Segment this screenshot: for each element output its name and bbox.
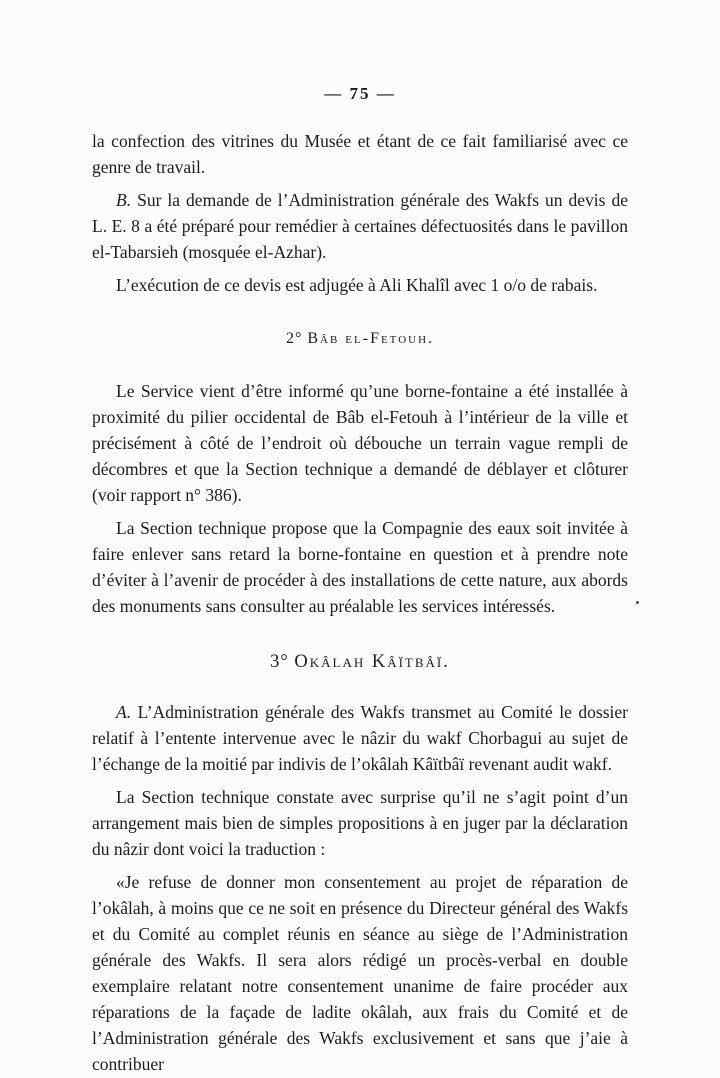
paragraph-item-b bbox=[92, 187, 628, 265]
section-number: 3° bbox=[270, 652, 289, 672]
item-letter-b: B. bbox=[116, 190, 132, 210]
paragraph-section-technique-constate bbox=[92, 784, 628, 862]
paragraph-continuation bbox=[92, 128, 628, 180]
paragraph-text: L’exécution de ce devis est adjugée à Ali Khalîl avec 1 o/o de rabais. bbox=[116, 275, 598, 295]
scan-artifact-dot bbox=[636, 601, 639, 604]
section-title: Bâb el-Fetouh. bbox=[307, 330, 435, 347]
page-text bbox=[92, 128, 628, 1077]
section-title: Okâlah Kâïtbâï. bbox=[294, 652, 450, 672]
paragraph-borne-fontaine bbox=[92, 378, 628, 508]
paragraph-text: L’Administration générale des Wakfs transmet au Comité le dossier relatif à l’entente intervenue avec le nâzir du wakf Chorbagui au sujet de l’échange de la moitié par indivis de l’okâlah Kâïtbâï revenant audit wakf. bbox=[92, 702, 628, 774]
item-letter-a: A. bbox=[116, 702, 132, 722]
paragraph-text: Le Service vient d’être informé qu’une borne-fontaine a été installée à proximité du pilier occidental de Bâb el-Fetouh à l’intérieur de la ville et précisément à côté de l’endroit où débouche un terrain vague rempli de décombres et que la Section technique a demandé de déblayer et clôturer (voir rapport n° 386). bbox=[92, 381, 628, 505]
paragraph-execution-devis bbox=[92, 272, 628, 298]
paragraph-text: La Section technique propose que la Compagnie des eaux soit invitée à faire enlever sans retard la borne-fontaine en question et à prendre note d’éviter à l’avenir de procéder à des installations de cette nature, aux abords des monuments sans consulter au préalable les services intéressés. bbox=[92, 518, 628, 616]
section-heading-okalah-kaitbai bbox=[92, 649, 628, 675]
paragraph-quote-declaration bbox=[92, 869, 628, 1077]
section-number: 2° bbox=[285, 330, 303, 347]
paragraph-text: Sur la demande de l’Administration générale des Wakfs un devis de L. E. 8 a été préparé pour remédier à certaines défectuosités dans le pavillon el-Tabarsieh (mosquée el-Azhar). bbox=[92, 190, 628, 262]
paragraph-text: la confection des vitrines du Musée et étant de ce fait familiarisé avec ce genre de travail. bbox=[92, 131, 628, 177]
paragraph-text: La Section technique constate avec surprise qu’il ne s’agit point d’un arrangement mais bien de simples propositions à en juger par la déclaration du nâzir dont voici la traduction : bbox=[92, 787, 628, 859]
paragraph-text: «Je refuse de donner mon consentement au projet de réparation de l’okâlah, à moins que ce ne soit en présence du Directeur général des Wakfs et du Comité au complet réunis en séance au siège de l’Administration générale des Wakfs. Il sera alors rédigé un procès-verbal en double exemplaire relatant notre consentement unanime de faire procéder aux réparations de la façade de ladite okâlah, aux frais du Comité et de l’Administration générale des Wakfs exclusivement et sans que j’aie à contribuer bbox=[92, 872, 628, 1074]
page-number: — 75 — bbox=[324, 84, 396, 103]
paragraph-section-technique-propose bbox=[92, 515, 628, 619]
section-heading-bab-el-fetouh bbox=[92, 326, 628, 352]
paragraph-item-a bbox=[92, 699, 628, 777]
